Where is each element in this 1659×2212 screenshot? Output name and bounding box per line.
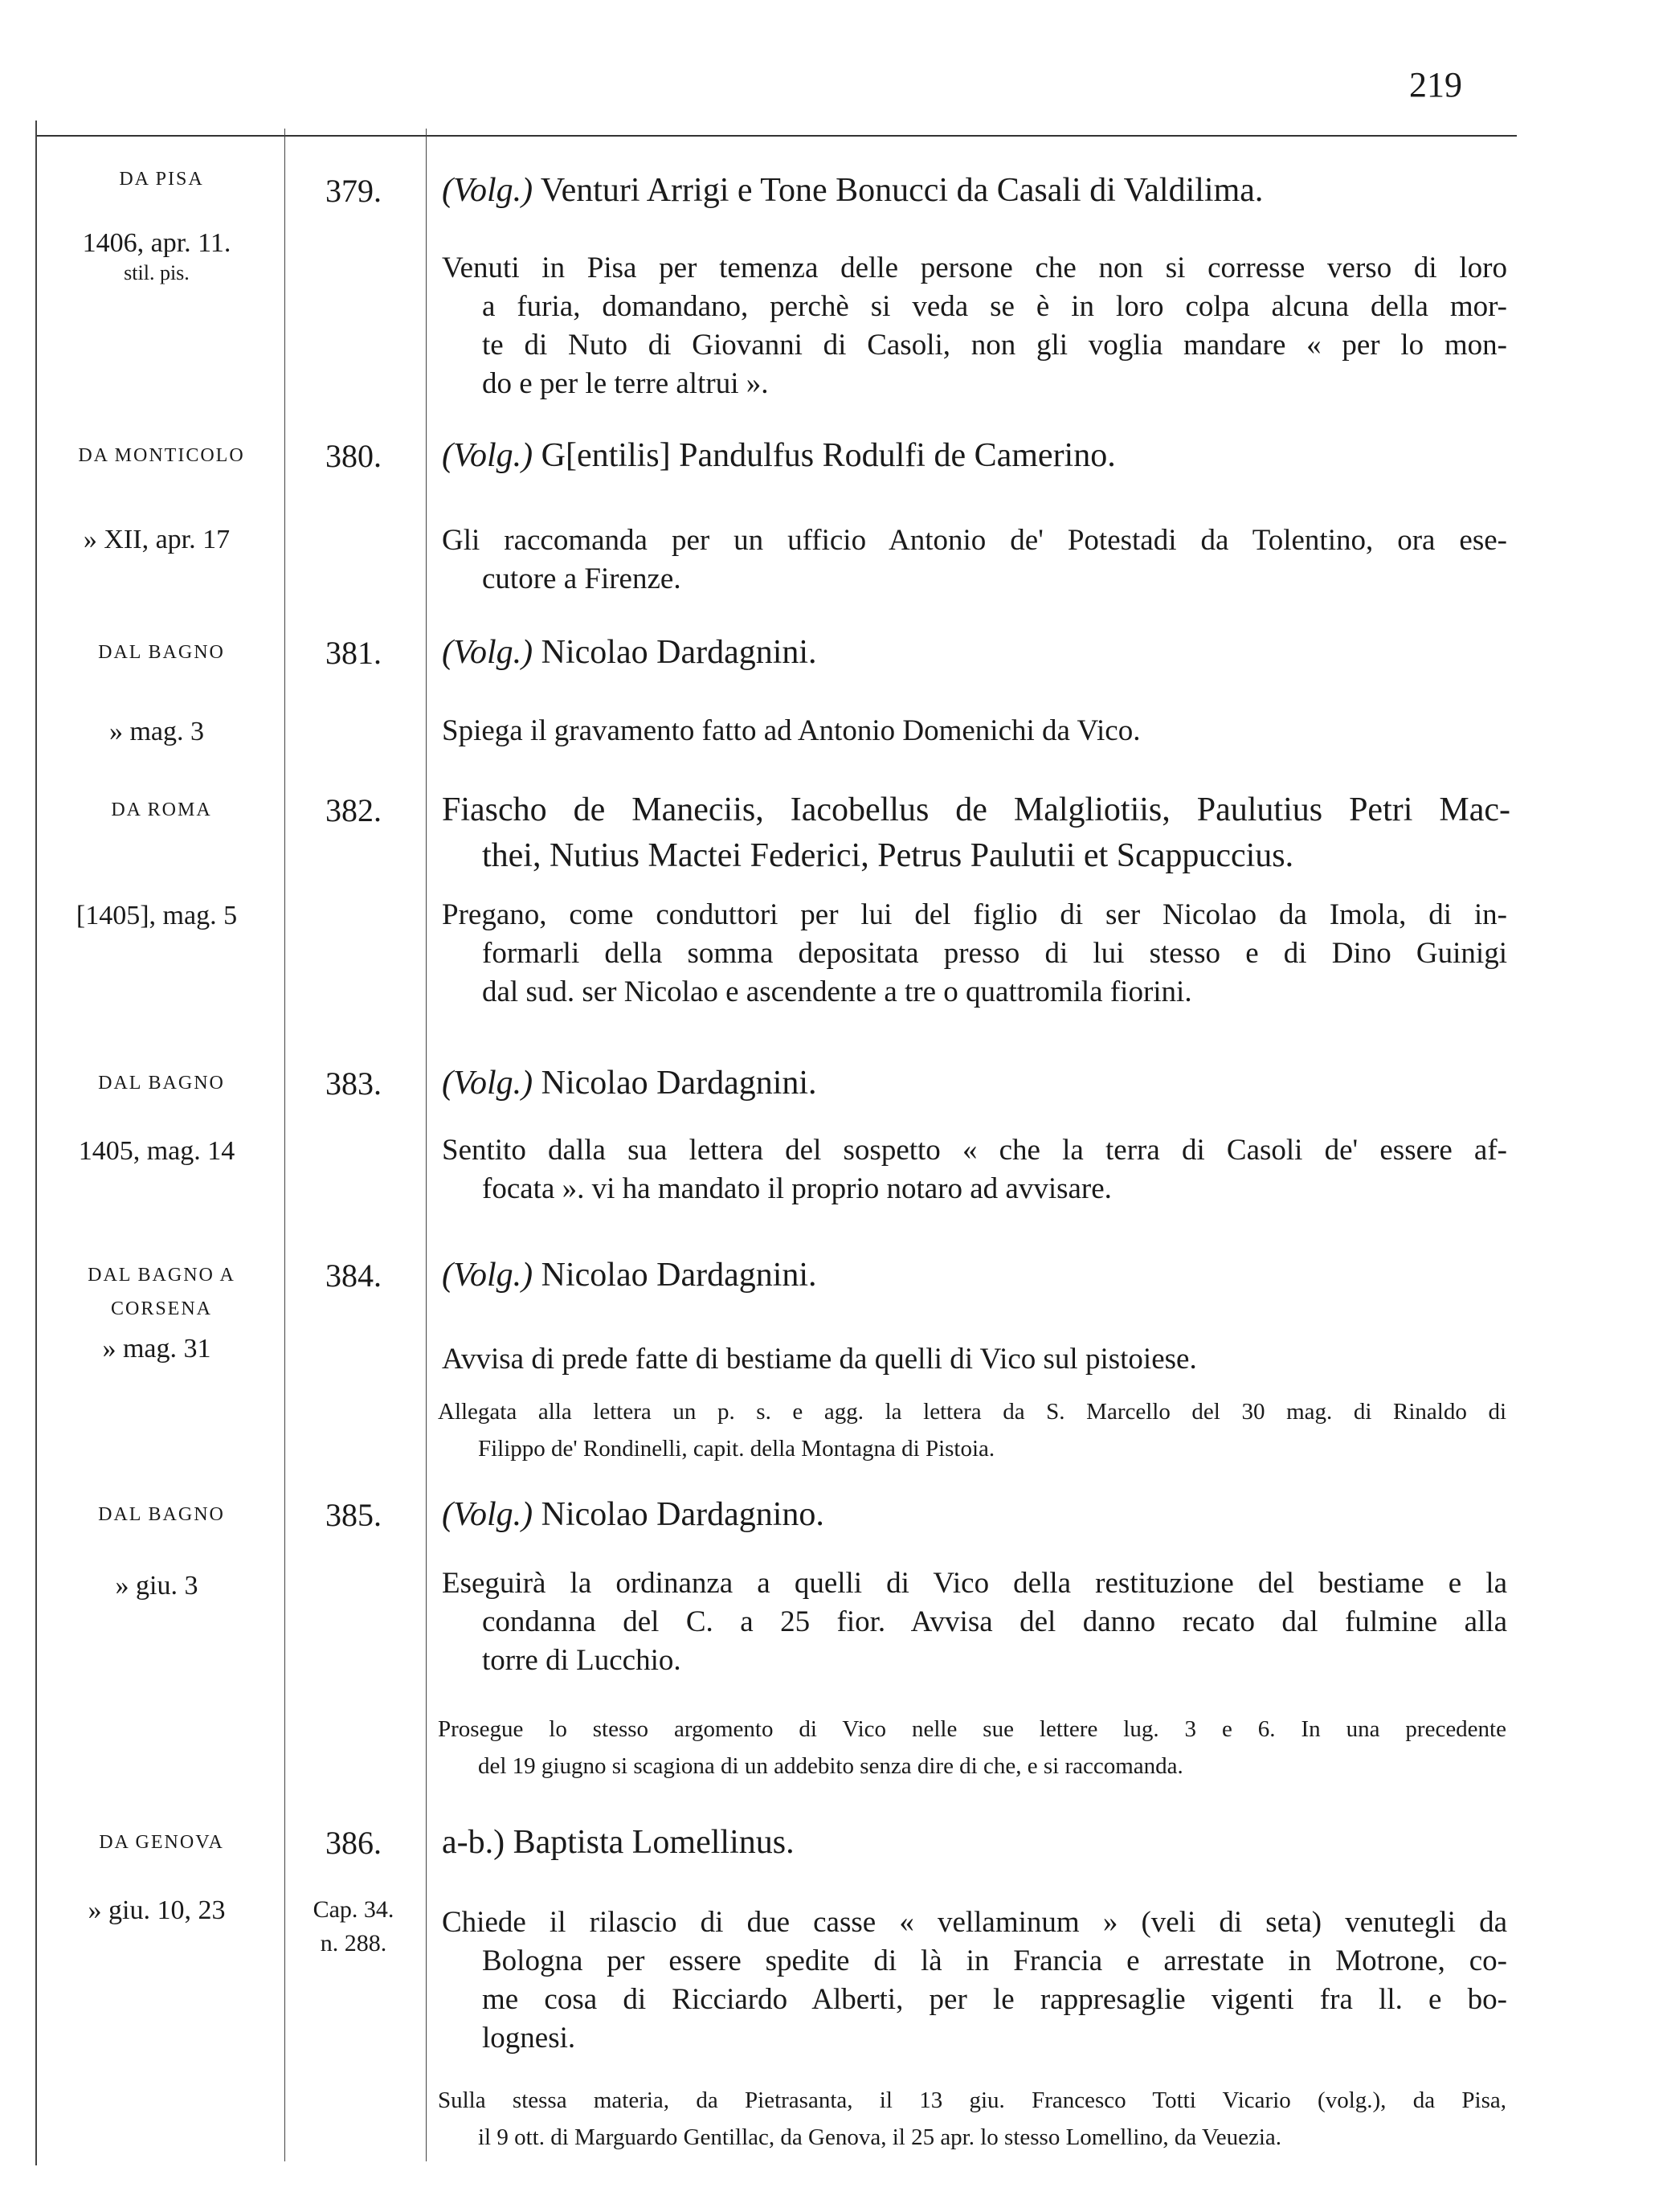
title-line [442,833,1510,879]
entry-number: 384. [325,1257,382,1294]
entry-title [442,1492,1510,1538]
note-line: il 9 ott. di Marguardo Gentillac, da Genova, il 25 apr. lo stesso Lomellino, da Veuezia. [478,2124,1282,2150]
entry-title [442,168,1510,214]
date-line: stil. pis. [124,261,190,284]
reference-line: Cap. 34. [313,1896,394,1923]
entry-place [45,1258,278,1326]
title-text: a-b.) Baptista Lomellinus. [442,1824,795,1861]
summary-line: Bologna per essere spedite di là in Francia e arrestate in Motrone, co- [482,1944,1507,1977]
entry-number: 379. [325,173,382,209]
summary-line: formarli della somma depositata presso di lui stesso e di Dino Guinigi [482,937,1507,970]
entry-number: 383. [325,1065,382,1102]
summary-line: te di Nuto di Giovanni di Casoli, non gli voglia mandare « per lo mon- [482,329,1507,362]
entry-title [442,787,1510,879]
title-line [442,168,1510,214]
entry-note [438,1711,1506,1785]
title-line [442,1253,1510,1298]
title-text: thei, Nutius Mactei Federici, Petrus Paulutii et Scappuccius. [482,837,1294,874]
entry-summary [442,1340,1507,1379]
column-divider-date [284,129,285,2161]
entry-number: 386. [325,1825,382,1861]
place-line: DAL BAGNO [98,1073,225,1094]
title-line [442,1061,1510,1106]
note-line: del 19 giugno si scagiona di un addebito senza dire di che, e si raccomanda. [478,1753,1183,1779]
summary-line: do e per le terre altrui ». [482,367,769,400]
summary-line: Chiede il rilascio di due casse « vellaminum » (veli di seta) venutegli da [442,1906,1507,1939]
place-line: DA MONTICOLO [78,445,245,466]
note-line: Allegata alla lettera un p. s. e agg. la lettera da S. Marcello del 30 mag. di Rinaldo di [438,1399,1506,1425]
entry-summary [442,1131,1507,1208]
place-line: DAL BAGNO [98,642,225,663]
title-prefix: (Volg.) [442,634,533,671]
page-number: 219 [1409,65,1462,104]
entry-place [45,439,278,472]
entry-date [40,901,273,930]
summary-line: cutore a Firenze. [482,562,681,595]
date-line: » mag. 3 [108,717,205,746]
summary-line: dal sud. ser Nicolao e ascendente a tre o quattromila fiorini. [482,975,1192,1008]
entry-date [40,1334,273,1364]
summary-line: Spiega il gravamento fatto ad Antonio Domenichi da Vico. [442,714,1141,747]
entry-title [442,1253,1510,1298]
summary-line: lognesi. [482,2022,576,2055]
place-line: DA ROMA [111,799,212,820]
title-line [442,630,1510,676]
title-line [442,1820,1510,1866]
title-line [442,1492,1510,1538]
header-rule [37,135,1517,137]
entry-number: 381. [325,635,382,671]
date-line: 1406, apr. 11. [82,228,231,258]
title-prefix: (Volg.) [442,172,533,209]
summary-line: condanna del C. a 25 fior. Avvisa del danno recato dal fulmine alla [482,1605,1507,1638]
entry-note [438,2082,1506,2156]
entry-title [442,630,1510,676]
date-line: » giu. 3 [115,1571,198,1601]
entry-place [45,1498,278,1531]
place-line: DA PISA [119,169,204,190]
date-line: [1405], mag. 5 [76,901,238,930]
entry-summary [442,249,1507,403]
place-line: DAL BAGNO A [88,1265,235,1286]
date-line: » giu. 10, 23 [88,1895,226,1925]
summary-line: Gli raccomanda per un ufficio Antonio de' Potestadi da Tolentino, ora ese- [442,524,1507,557]
entry-note [438,1393,1506,1467]
entry-summary [442,896,1507,1012]
title-text: Nicolao Dardagnino. [533,1496,824,1533]
summary-line: Avvisa di prede fatte di bestiame da quelli di Vico sul pistoiese. [442,1343,1197,1376]
place-line: DAL BAGNO [98,1504,225,1525]
summary-line: me cosa di Ricciardo Alberti, per le rappresaglie vigenti fra ll. e bo- [482,1983,1507,2016]
entry-date [40,1571,273,1601]
date-line: » mag. 31 [102,1334,211,1364]
title-text: Nicolao Dardagnini. [533,1257,817,1294]
entry-summary [442,521,1507,599]
entry-summary [442,1564,1507,1680]
date-line: » XII, apr. 17 [83,525,231,554]
entry-number: 382. [325,792,382,828]
summary-line: a furia, domandano, perchè si veda se è in loro colpa alcuna della mor- [482,290,1507,323]
entry-summary [442,1903,1507,2058]
title-prefix: (Volg.) [442,1257,533,1294]
entry-date [40,717,273,746]
entry-number: 380. [325,438,382,474]
entry-place [45,636,278,669]
place-line: CORSENA [110,1298,213,1319]
column-divider-number [426,129,427,2161]
entry-summary [442,712,1507,750]
summary-line: Pregano, come conduttori per lui del figlio di ser Nicolao da Imola, di in- [442,898,1507,931]
entry-number: 385. [325,1497,382,1533]
note-line: Prosegue lo stesso argomento di Vico nelle sue lettere lug. 3 e 6. In una precedente [438,1716,1506,1742]
title-line [442,787,1510,833]
entry-title [442,433,1510,479]
summary-line: Sentito dalla sua lettera del sospetto « che la terra di Casoli de' essere af- [442,1134,1507,1167]
title-text: Venturi Arrigi e Tone Bonucci da Casali di Valdilima. [533,172,1264,209]
title-prefix: (Volg.) [442,1065,533,1102]
entry-place [45,162,278,196]
entry-date [40,228,273,288]
place-line: DA GENOVA [99,1832,224,1853]
title-prefix: (Volg.) [442,1496,533,1533]
date-line: 1405, mag. 14 [78,1136,235,1166]
summary-line: torre di Lucchio. [482,1644,681,1677]
title-text: Nicolao Dardagnini. [533,634,817,671]
title-text: G[entilis] Pandulfus Rodulfi de Camerino. [533,437,1116,474]
entry-date [40,525,273,554]
title-text: Fiascho de Maneciis, Iacobellus de Malgliotiis, Paulutius Petri Mac- [442,791,1510,828]
summary-line: Venuti in Pisa per temenza delle persone che non si corresse verso di loro [442,251,1507,284]
summary-line: Eseguirà la ordinanza a quelli di Vico della restituzione del bestiame e la [442,1567,1507,1600]
title-line [442,433,1510,479]
entry-title [442,1061,1510,1106]
entry-date [40,1895,273,1925]
entry-place [45,1066,278,1100]
entry-place [45,793,278,827]
note-line: Sulla stessa materia, da Pietrasanta, il 13 giu. Francesco Totti Vicario (volg.), da Pisa, [438,2087,1506,2113]
entry-place [45,1826,278,1859]
archive-reference [289,1893,418,1961]
summary-line: focata ». vi ha mandato il proprio notaro ad avvisare. [482,1172,1112,1205]
left-margin-line [35,121,37,2165]
note-line: Filippo de' Rondinelli, capit. della Montagna di Pistoia. [478,1436,995,1462]
title-prefix: (Volg.) [442,437,533,474]
entry-title [442,1820,1510,1866]
entry-date [40,1136,273,1166]
reference-line: n. 288. [320,1930,387,1956]
title-text: Nicolao Dardagnini. [533,1065,817,1102]
